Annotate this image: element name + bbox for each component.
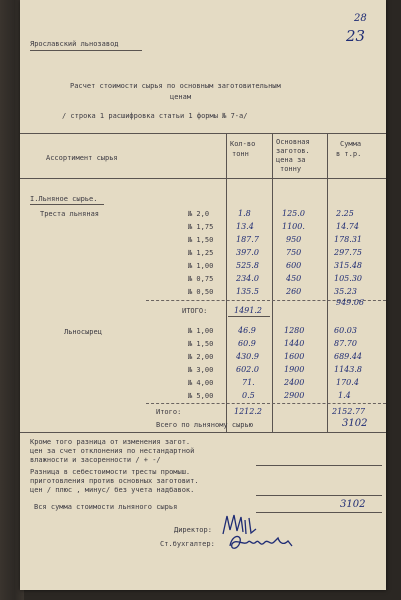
director-label: Директор:: [174, 526, 212, 534]
group-name-lnosyrets: Льносырец: [64, 328, 102, 336]
section-title: I.Льняное сырье.: [30, 195, 98, 203]
grade-label: № 1,50: [188, 340, 214, 348]
group1-total-sum: 949.06: [336, 298, 364, 307]
price-value: 950: [286, 235, 302, 244]
group-name-tresta: Треста льняная: [40, 210, 100, 218]
sum-value: 2.25: [336, 209, 354, 218]
qty-value: 187.7: [236, 235, 259, 244]
sum-value: 87.70: [334, 339, 357, 348]
grade-label: № 0,75: [188, 275, 214, 283]
grade-label: № 1,75: [188, 223, 214, 231]
table-bottom-border: [20, 432, 386, 433]
grade-label: № 0,50: [188, 288, 214, 296]
sum-value: 60.03: [334, 326, 357, 335]
final-sum-value: 3102: [340, 499, 366, 510]
sum-value: 1143.8: [334, 365, 362, 374]
group2-total-divider: [146, 403, 386, 404]
section-title-underline: [30, 204, 104, 205]
qty-value: 13.4: [236, 222, 254, 231]
grade-label: № 5,00: [188, 392, 214, 400]
header-qty-line2: тонн: [232, 150, 249, 158]
grade-label: № 3,00: [188, 366, 214, 374]
document-subtitle: / строка 1 расшифровка статьи 1 формы № 7-а/: [62, 112, 248, 120]
document-title-line1: Расчет стоимости сырья по основным заготовительным: [70, 82, 281, 90]
header-qty-line1: Кол-во: [230, 140, 256, 148]
price-value: 450: [286, 274, 302, 283]
price-value: 600: [286, 261, 302, 270]
qty-value: 234.0: [236, 274, 259, 283]
qty-value: 71.: [242, 378, 255, 387]
sum-value: 315.48: [334, 261, 362, 270]
grade-label: № 1,25: [188, 249, 214, 257]
group2-total-qty: 1212.2: [234, 407, 262, 416]
organization-name: Ярославский льнозавод: [30, 40, 119, 48]
price-value: 1440: [284, 339, 305, 348]
price-value: 1900: [284, 365, 305, 374]
table-divider-sum: [327, 133, 328, 433]
note2-line1: Разница в себестоимости тресты промыш.: [30, 468, 191, 476]
price-value: 2400: [284, 378, 305, 387]
qty-value: 397.0: [236, 248, 259, 257]
group1-total-qty-underline: [228, 316, 270, 317]
sum-value: 689.44: [334, 352, 362, 361]
note2-line2: приготовления против основных заготовит.: [30, 477, 199, 485]
group1-total-qty: 1491.2: [234, 306, 262, 315]
note2-value-line: [256, 495, 382, 496]
qty-value: 430.9: [236, 352, 259, 361]
grade-label: № 4,00: [188, 379, 214, 387]
accountant-signature: [226, 530, 298, 554]
table-divider-qty: [226, 133, 227, 433]
sum-value: 170.4: [336, 378, 359, 387]
accountant-label: Ст.бухгалтер:: [160, 540, 215, 548]
group2-total-label: Итого:: [156, 408, 182, 416]
document-page: [20, 0, 386, 590]
grade-label: № 1,00: [188, 262, 214, 270]
sheet-number: 23: [346, 27, 366, 45]
qty-value: 602.0: [236, 365, 259, 374]
sum-value: 297.75: [334, 248, 362, 257]
qty-value: 1.8: [238, 209, 251, 218]
qty-value: 60.9: [238, 339, 256, 348]
price-value: 125.0: [282, 209, 305, 218]
table-divider-price: [272, 133, 273, 433]
grade-label: № 1,00: [188, 327, 214, 335]
sum-value: 1.4: [338, 391, 351, 400]
grade-label: № 1,50: [188, 236, 214, 244]
header-sum-line2: в т.р.: [336, 150, 362, 158]
organization-underline: [30, 50, 142, 51]
price-value: 1280: [284, 326, 305, 335]
note1-line2: цен за счет отклонения по нестандартной: [30, 447, 195, 455]
qty-value: 135.5: [236, 287, 259, 296]
sum-value: 105.30: [334, 274, 362, 283]
grand-total-label: Всего по льняному сырью: [156, 421, 253, 429]
note2-line3: цен / плюс , минус/ без учета надбавок.: [30, 486, 195, 494]
sum-value: 14.74: [336, 222, 359, 231]
qty-value: 46.9: [238, 326, 256, 335]
document-title-line2: ценам: [170, 93, 192, 101]
header-price-line4: тонну: [280, 165, 302, 173]
price-value: 750: [286, 248, 302, 257]
group1-total-label: ИТОГО:: [182, 307, 208, 315]
header-price-line1: Основная: [276, 138, 310, 146]
price-value: 2900: [284, 391, 305, 400]
sum-value: 178.31: [334, 235, 362, 244]
header-assortment: Ассортимент сырья: [46, 154, 118, 162]
price-value: 1600: [284, 352, 305, 361]
header-sum-line1: Сумма: [340, 140, 362, 148]
header-price-line2: заготов.: [276, 147, 310, 155]
sum-value: 35.23: [334, 287, 357, 296]
price-value: 1100.: [282, 222, 305, 231]
table-header-bottom-border: [20, 178, 386, 179]
qty-value: 0.5: [242, 391, 255, 400]
note1-line1: Кроме того разница от изменения загот.: [30, 438, 191, 446]
qty-value: 525.8: [236, 261, 259, 270]
grade-label: № 2,0: [188, 210, 210, 218]
note1-value-line: [256, 465, 382, 466]
table-top-border: [20, 133, 386, 134]
price-value: 260: [286, 287, 302, 296]
header-price-line3: цена за: [276, 156, 306, 164]
final-sum-underline: [256, 512, 382, 513]
final-sum-label: Вся сумма стоимости льняного сырья: [34, 503, 178, 511]
grand-total-sum: 3102: [342, 418, 368, 429]
grade-label: № 2,00: [188, 353, 214, 361]
page-number: 28: [354, 13, 367, 24]
group2-total-sum: 2152.77: [332, 407, 366, 416]
note1-line3: влажности и засоренности / + -/: [30, 456, 161, 464]
